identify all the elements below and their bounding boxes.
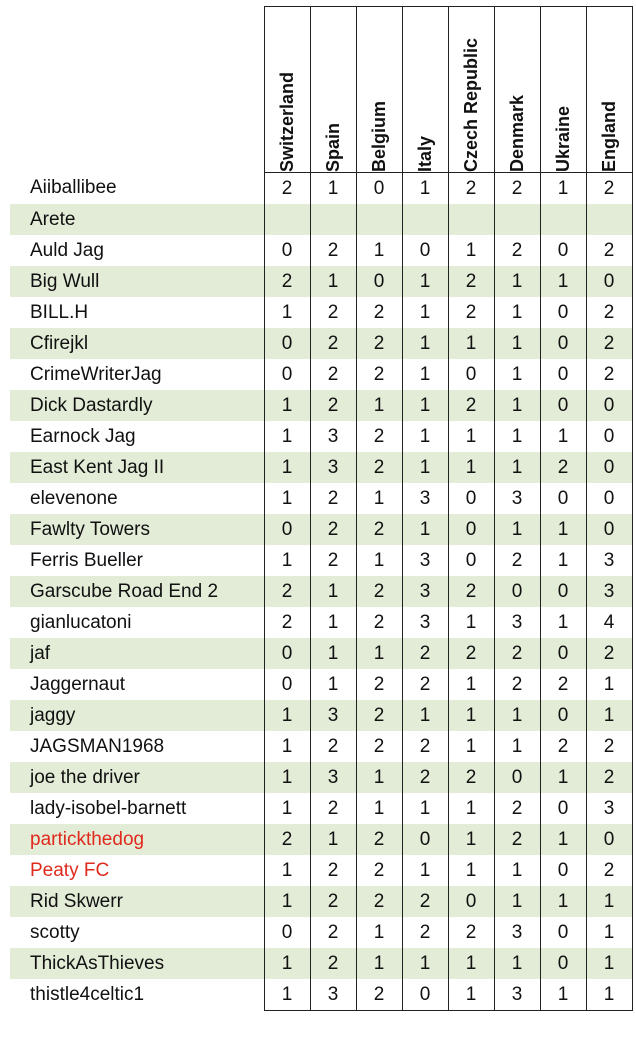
score-cell: 1 — [494, 886, 540, 917]
score-cell: 1 — [310, 173, 356, 205]
score-cell: 0 — [448, 545, 494, 576]
score-cell: 3 — [310, 452, 356, 483]
table-body — [10, 173, 632, 1011]
score-cell: 1 — [310, 576, 356, 607]
column-header: Belgium — [356, 7, 402, 173]
score-cell: 2 — [356, 855, 402, 886]
score-cell: 2 — [494, 545, 540, 576]
score-cell: 1 — [448, 793, 494, 824]
score-cell: 2 — [402, 638, 448, 669]
column-header: Denmark — [494, 7, 540, 173]
score-cell: 2 — [402, 669, 448, 700]
score-cell: 0 — [264, 328, 310, 359]
table-row — [10, 297, 632, 328]
score-cell: 3 — [494, 979, 540, 1011]
score-cell: 0 — [586, 483, 632, 514]
score-cell: 1 — [402, 297, 448, 328]
score-cell: 1 — [448, 235, 494, 266]
score-cell: 2 — [310, 793, 356, 824]
table-row — [10, 731, 632, 762]
score-cell: 0 — [586, 514, 632, 545]
score-cell: 1 — [540, 173, 586, 205]
score-cell: 1 — [540, 421, 586, 452]
score-cell: 1 — [540, 886, 586, 917]
score-cell: 3 — [310, 700, 356, 731]
score-cell: 2 — [586, 328, 632, 359]
player-name: joe the driver — [10, 762, 264, 793]
score-cell: 3 — [494, 483, 540, 514]
table-row — [10, 979, 632, 1011]
score-cell: 0 — [540, 948, 586, 979]
score-cell: 2 — [586, 297, 632, 328]
score-cell: 3 — [586, 545, 632, 576]
score-cell: 1 — [540, 266, 586, 297]
score-cell: 1 — [264, 452, 310, 483]
player-name: Fawlty Towers — [10, 514, 264, 545]
score-cell: 2 — [356, 421, 402, 452]
header-corner — [10, 7, 264, 173]
score-cell: 1 — [448, 421, 494, 452]
score-cell: 1 — [540, 607, 586, 638]
score-cell — [310, 204, 356, 235]
player-name: Dick Dastardly — [10, 390, 264, 421]
score-cell — [540, 204, 586, 235]
score-cell: 3 — [402, 483, 448, 514]
score-cell: 1 — [264, 545, 310, 576]
player-name: Cfirejkl — [10, 328, 264, 359]
score-cell: 2 — [356, 297, 402, 328]
score-cell: 2 — [586, 173, 632, 205]
score-cell: 2 — [402, 731, 448, 762]
player-name: Jaggernaut — [30, 673, 126, 695]
score-cell: 0 — [402, 235, 448, 266]
score-cell: 1 — [448, 452, 494, 483]
score-cell: 2 — [310, 235, 356, 266]
score-cell: 0 — [264, 638, 310, 669]
score-cell: 0 — [540, 483, 586, 514]
score-cell: 1 — [402, 700, 448, 731]
player-name: gianlucatoni — [30, 611, 132, 633]
score-cell: 1 — [356, 483, 402, 514]
score-cell: 1 — [356, 545, 402, 576]
score-cell: 0 — [402, 824, 448, 855]
score-cell: 1 — [540, 979, 586, 1011]
score-cell: 2 — [448, 390, 494, 421]
score-cell: 1 — [494, 731, 540, 762]
score-cell: 1 — [448, 979, 494, 1011]
score-cell: 0 — [448, 359, 494, 390]
score-cell: 1 — [448, 607, 494, 638]
table-row — [10, 700, 632, 731]
score-cell: 3 — [402, 607, 448, 638]
score-cell: 1 — [310, 669, 356, 700]
score-cell: 3 — [586, 576, 632, 607]
score-cell: 1 — [310, 824, 356, 855]
score-cell: 0 — [540, 328, 586, 359]
table-row — [10, 886, 632, 917]
score-cell: 0 — [264, 359, 310, 390]
score-cell: 2 — [586, 359, 632, 390]
score-cell: 2 — [540, 731, 586, 762]
score-cell — [402, 204, 448, 235]
player-name: partickthedog — [10, 824, 264, 855]
score-cell: 1 — [540, 514, 586, 545]
player-name: Peaty FC — [30, 859, 110, 881]
score-cell: 2 — [356, 824, 402, 855]
table-row — [10, 266, 632, 297]
score-cell: 0 — [586, 824, 632, 855]
table-row — [10, 359, 632, 390]
score-cell: 2 — [402, 917, 448, 948]
score-cell: 1 — [494, 359, 540, 390]
score-cell: 2 — [310, 855, 356, 886]
score-cell: 0 — [540, 297, 586, 328]
score-cell: 3 — [402, 576, 448, 607]
score-cell: 1 — [356, 762, 402, 793]
table-row — [10, 824, 632, 855]
score-cell: 2 — [402, 886, 448, 917]
score-cell: 2 — [586, 235, 632, 266]
table-row — [10, 421, 632, 452]
score-cell: 1 — [448, 328, 494, 359]
score-cell: 2 — [494, 669, 540, 700]
score-cell — [448, 204, 494, 235]
score-cell: 1 — [586, 886, 632, 917]
score-cell: 1 — [586, 700, 632, 731]
player-name: JAGSMAN1968 — [30, 735, 165, 757]
score-cell: 1 — [448, 824, 494, 855]
score-cell: 1 — [448, 855, 494, 886]
player-name: CrimeWriterJag — [30, 363, 162, 385]
score-cell: 0 — [402, 979, 448, 1011]
score-cell: 1 — [494, 700, 540, 731]
score-cell — [356, 204, 402, 235]
score-cell: 1 — [586, 669, 632, 700]
column-header: Czech Republic — [448, 7, 494, 173]
score-cell: 0 — [586, 421, 632, 452]
score-cell: 2 — [586, 638, 632, 669]
score-cell: 1 — [494, 390, 540, 421]
table-row — [10, 483, 632, 514]
score-cell: 0 — [540, 917, 586, 948]
score-cell: 2 — [356, 979, 402, 1011]
score-cell: 1 — [356, 793, 402, 824]
score-cell: 2 — [310, 886, 356, 917]
table-row — [10, 669, 632, 700]
score-cell: 2 — [540, 452, 586, 483]
score-cell: 1 — [402, 328, 448, 359]
score-cell: 2 — [264, 576, 310, 607]
score-cell: 0 — [540, 390, 586, 421]
score-cell — [586, 204, 632, 235]
score-cell: 2 — [310, 328, 356, 359]
score-cell: 3 — [310, 421, 356, 452]
score-cell: 1 — [264, 297, 310, 328]
score-cell: 2 — [494, 793, 540, 824]
score-cell: 2 — [310, 514, 356, 545]
score-cell: 1 — [310, 607, 356, 638]
column-header: Ukraine — [540, 7, 586, 173]
player-name: elevenone — [30, 487, 118, 509]
score-cell: 1 — [402, 948, 448, 979]
score-cell: 2 — [356, 328, 402, 359]
score-cell: 2 — [402, 762, 448, 793]
column-header: Italy — [402, 7, 448, 173]
score-cell: 1 — [264, 762, 310, 793]
score-cell: 3 — [494, 607, 540, 638]
score-cell: 1 — [494, 266, 540, 297]
score-cell: 1 — [448, 700, 494, 731]
score-cell: 2 — [448, 173, 494, 205]
score-cell: 2 — [310, 483, 356, 514]
score-cell: 1 — [402, 390, 448, 421]
column-header: Switzerland — [264, 7, 310, 173]
score-cell: 1 — [448, 948, 494, 979]
score-cell: 2 — [448, 297, 494, 328]
score-cell: 2 — [264, 266, 310, 297]
score-cell: 2 — [356, 731, 402, 762]
predictions-table — [10, 6, 633, 1011]
score-cell: 0 — [540, 638, 586, 669]
score-cell: 2 — [586, 855, 632, 886]
score-cell: 2 — [264, 607, 310, 638]
score-cell: 0 — [540, 700, 586, 731]
score-cell: 1 — [356, 917, 402, 948]
score-cell: 1 — [264, 390, 310, 421]
score-cell: 0 — [540, 855, 586, 886]
score-cell: 0 — [586, 266, 632, 297]
score-cell: 2 — [356, 514, 402, 545]
score-cell: 2 — [356, 886, 402, 917]
score-cell: 1 — [402, 793, 448, 824]
score-cell: 1 — [402, 359, 448, 390]
score-cell: 2 — [264, 824, 310, 855]
score-cell: 2 — [356, 669, 402, 700]
score-cell: 2 — [494, 235, 540, 266]
player-name: Rid Skwerr — [10, 886, 264, 917]
score-cell: 0 — [494, 762, 540, 793]
score-cell: 0 — [264, 235, 310, 266]
score-cell: 1 — [264, 886, 310, 917]
score-cell: 1 — [356, 390, 402, 421]
player-name: scotty — [30, 921, 80, 943]
score-cell: 2 — [310, 545, 356, 576]
score-cell: 1 — [264, 793, 310, 824]
score-cell: 1 — [402, 266, 448, 297]
score-cell: 1 — [264, 421, 310, 452]
score-cell: 0 — [540, 576, 586, 607]
score-cell: 1 — [264, 700, 310, 731]
table-row — [10, 514, 632, 545]
table-row — [10, 328, 632, 359]
score-cell: 1 — [264, 855, 310, 886]
score-cell: 0 — [494, 576, 540, 607]
player-name: BILL.H — [30, 301, 89, 323]
table-row — [10, 204, 632, 235]
score-cell — [264, 204, 310, 235]
score-cell: 2 — [264, 173, 310, 205]
score-cell: 3 — [402, 545, 448, 576]
score-cell: 1 — [494, 948, 540, 979]
score-cell: 3 — [310, 979, 356, 1011]
player-name: jaf — [10, 638, 264, 669]
score-cell: 1 — [356, 235, 402, 266]
player-name: Ferris Bueller — [30, 549, 143, 571]
table-row — [10, 576, 632, 607]
table-row — [10, 607, 632, 638]
table-row — [10, 390, 632, 421]
score-cell: 1 — [402, 421, 448, 452]
table-row — [10, 793, 632, 824]
score-cell: 2 — [494, 824, 540, 855]
table-row — [10, 173, 632, 205]
score-cell: 2 — [356, 700, 402, 731]
score-cell: 2 — [356, 607, 402, 638]
player-name: Garscube Road End 2 — [10, 576, 264, 607]
score-cell: 1 — [494, 452, 540, 483]
score-cell: 0 — [264, 669, 310, 700]
score-cell: 0 — [586, 390, 632, 421]
score-cell: 1 — [586, 948, 632, 979]
player-name: jaggy — [10, 700, 264, 731]
score-cell: 0 — [356, 266, 402, 297]
score-cell: 2 — [310, 297, 356, 328]
table-row — [10, 948, 632, 979]
score-cell: 1 — [402, 452, 448, 483]
score-cell: 2 — [356, 359, 402, 390]
score-cell: 1 — [264, 483, 310, 514]
score-cell: 1 — [448, 731, 494, 762]
score-cell: 0 — [264, 917, 310, 948]
score-cell: 0 — [540, 235, 586, 266]
score-cell: 4 — [586, 607, 632, 638]
score-cell: 3 — [586, 793, 632, 824]
score-cell: 1 — [448, 669, 494, 700]
table-row — [10, 452, 632, 483]
score-cell: 0 — [448, 483, 494, 514]
score-cell: 0 — [448, 886, 494, 917]
score-cell: 1 — [494, 514, 540, 545]
score-cell: 1 — [402, 173, 448, 205]
player-name: ThickAsThieves — [10, 948, 264, 979]
column-header: Spain — [310, 7, 356, 173]
column-header: England — [586, 7, 632, 173]
table-row — [10, 235, 632, 266]
score-cell: 1 — [356, 948, 402, 979]
score-cell: 2 — [494, 173, 540, 205]
player-name: Arete — [10, 204, 264, 235]
score-cell: 2 — [540, 669, 586, 700]
table-row — [10, 917, 632, 948]
score-cell: 2 — [310, 359, 356, 390]
score-cell: 1 — [264, 948, 310, 979]
table-row — [10, 638, 632, 669]
score-cell: 1 — [586, 979, 632, 1011]
score-cell: 1 — [540, 824, 586, 855]
score-cell: 0 — [540, 359, 586, 390]
player-name: Aiiballibee — [30, 177, 117, 199]
score-cell — [494, 204, 540, 235]
score-cell: 2 — [586, 731, 632, 762]
score-cell: 2 — [310, 917, 356, 948]
player-name: thistle4celtic1 — [30, 983, 145, 1005]
score-cell: 2 — [448, 762, 494, 793]
score-cell: 0 — [586, 452, 632, 483]
score-cell: 1 — [264, 731, 310, 762]
score-cell: 2 — [310, 390, 356, 421]
score-cell: 1 — [402, 855, 448, 886]
score-cell: 1 — [494, 297, 540, 328]
header-row — [10, 7, 632, 173]
score-cell: 2 — [448, 576, 494, 607]
player-name: East Kent Jag II — [10, 452, 264, 483]
score-cell: 1 — [540, 545, 586, 576]
score-cell: 1 — [494, 421, 540, 452]
score-cell: 2 — [448, 266, 494, 297]
score-cell: 2 — [448, 917, 494, 948]
score-cell: 1 — [264, 979, 310, 1011]
score-cell: 3 — [310, 762, 356, 793]
score-cell: 0 — [356, 173, 402, 205]
score-cell: 1 — [586, 917, 632, 948]
score-cell: 2 — [586, 762, 632, 793]
score-cell: 2 — [356, 452, 402, 483]
score-cell: 1 — [356, 638, 402, 669]
score-cell: 2 — [494, 638, 540, 669]
table-row — [10, 762, 632, 793]
score-cell: 1 — [494, 855, 540, 886]
score-cell: 0 — [264, 514, 310, 545]
table-row — [10, 855, 632, 886]
score-cell: 1 — [310, 266, 356, 297]
score-cell: 2 — [310, 731, 356, 762]
score-cell: 2 — [356, 576, 402, 607]
score-cell: 0 — [540, 793, 586, 824]
score-cell: 1 — [402, 514, 448, 545]
table-row — [10, 545, 632, 576]
score-cell: 1 — [494, 328, 540, 359]
player-name: Auld Jag — [30, 239, 104, 261]
player-name: Big Wull — [10, 266, 264, 297]
score-cell: 3 — [494, 917, 540, 948]
score-cell: 2 — [448, 638, 494, 669]
player-name: Earnock Jag — [30, 425, 136, 447]
score-cell: 1 — [310, 638, 356, 669]
score-cell: 2 — [310, 948, 356, 979]
score-cell: 1 — [540, 762, 586, 793]
player-name: lady-isobel-barnett — [30, 797, 187, 819]
score-cell: 0 — [448, 514, 494, 545]
